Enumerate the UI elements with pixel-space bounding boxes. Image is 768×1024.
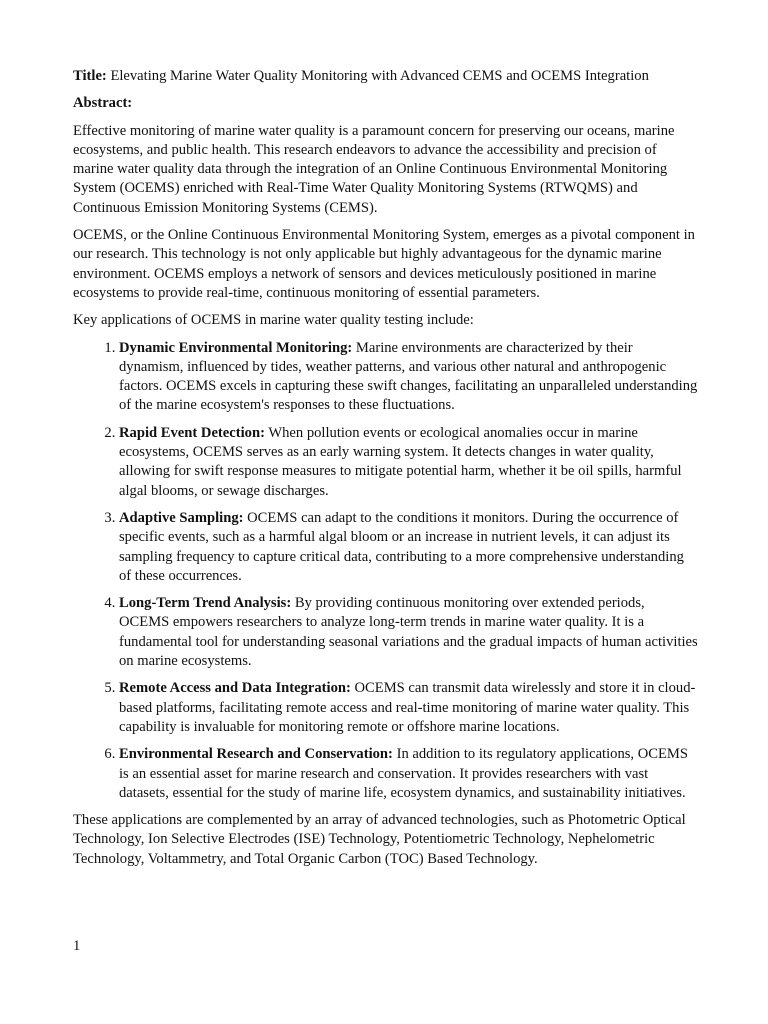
document-page (73, 67, 698, 877)
application-term: Adaptive Sampling: (119, 509, 244, 526)
list-item (119, 745, 698, 803)
application-text: By providing continuous monitoring over extended periods, OCEMS empowers researchers to analyze long-term trends in marine water quality. It is a fundamental tool for understanding seasonal variations and the gradual impacts of human activities on marine ecosystems. (119, 595, 698, 670)
abstract-paragraph-1: Effective monitoring of marine water quality is a paramount concern for preserving our oceans, marine ecosystems, and public health. This research endeavors to advance the accessibility and precision of marine water quality data through the integration of an Online Continuous Environmental Monitoring System (OCEMS) enriched with Real-Time Water Quality Monitoring Systems (RTWQMS) and Continuous Emission Monitoring Systems (CEMS). (73, 122, 675, 216)
application-term: Long-Term Trend Analysis: (119, 595, 292, 612)
application-term: Dynamic Environmental Monitoring: (119, 339, 353, 356)
list-item (119, 594, 698, 671)
applications-list (73, 339, 698, 804)
abstract-paragraph-2: OCEMS, or the Online Continuous Environmental Monitoring System, emerges as a pivotal component in our research. This technology is not only applicable but highly advantageous for the dynamic marine environment. OCEMS employs a network of sensors and devices meticulously positioned in marine ecosystems to provide real-time, continuous monitoring of essential parameters. (73, 227, 695, 301)
application-text: Marine environments are characterized by their dynamism, influenced by tides, weather patterns, and various other natural and anthropogenic factors. OCEMS excels in capturing these swift changes, facilitating an unparalleled understanding of the marine ecosystem's responses to these fluctuations. (119, 339, 698, 414)
title-label: Title: (73, 68, 107, 84)
document-title (73, 67, 698, 86)
title-text: Elevating Marine Water Quality Monitoring with Advanced CEMS and OCEMS Integration (110, 68, 649, 84)
application-text: OCEMS can transmit data wirelessly and store it in cloud-based platforms, facilitating remote access and real-time monitoring of marine water quality. This capability is invaluable for monitoring remote or offshore marine locations. (119, 680, 696, 735)
page-number: 1 (73, 938, 81, 954)
application-term: Remote Access and Data Integration: (119, 680, 351, 697)
application-term: Environmental Research and Conservation: (119, 746, 393, 763)
application-term: Rapid Event Detection: (119, 424, 265, 441)
closing-paragraph: These applications are complemented by an array of advanced technologies, such as Photometric Optical Technology, Ion Selective Electrodes (ISE) Technology, Potentiometric Technology, Nephelometric Technology, Voltammetry, and Total Organic Carbon (TOC) Based Technology. (73, 812, 686, 867)
application-text: In addition to its regulatory applications, OCEMS is an essential asset for marine research and conservation. It provides researchers with vast datasets, essential for the study of marine life, ecosystem dynamics, and sustainability initiatives. (119, 746, 689, 801)
application-text: When pollution events or ecological anomalies occur in marine ecosystems, OCEMS serves as an early warning system. It detects changes in water quality, allowing for swift response measures to mitigate potential harm, whether it be oil spills, harmful algal blooms, or sewage discharges. (119, 424, 682, 499)
list-item (119, 679, 698, 737)
list-item (119, 509, 698, 586)
list-item (119, 424, 698, 501)
abstract-heading: Abstract: (73, 95, 133, 112)
application-text: OCEMS can adapt to the conditions it monitors. During the occurrence of specific events, such as a harmful algal bloom or an increase in nutrient levels, it can adjust its sampling frequency to capture critical data, contributing to a more comprehensive understanding of these occurrences. (119, 509, 684, 584)
key-applications-intro: Key applications of OCEMS in marine water quality testing include: (73, 312, 474, 329)
list-item (119, 339, 698, 416)
